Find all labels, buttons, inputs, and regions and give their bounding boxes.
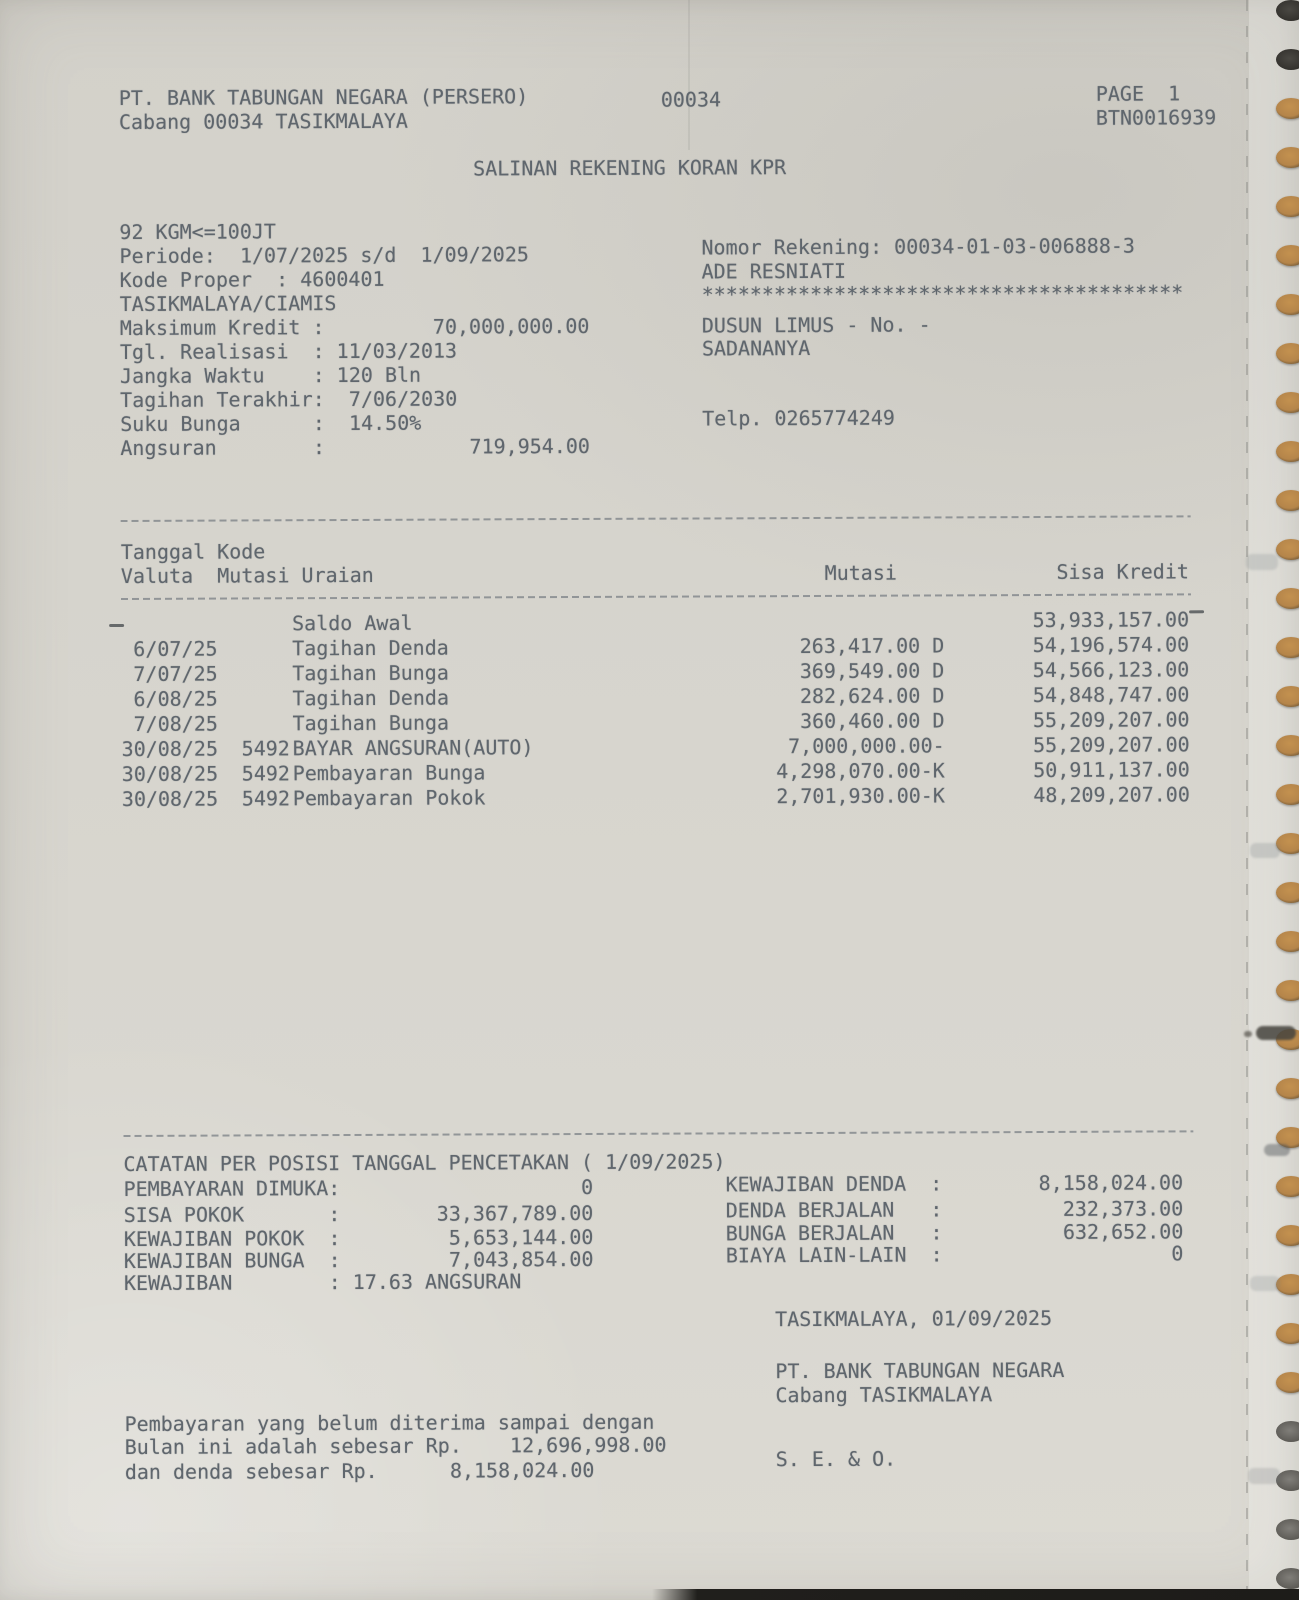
row-date: 6/07/25 <box>121 636 218 661</box>
tractor-feed-hole <box>1276 49 1299 70</box>
document-title: SALINAN REKENING KORAN KPR <box>473 155 787 181</box>
account-holder-line: Nomor Rekening: 00034-01-03-006888-3 <box>701 233 1135 260</box>
account-info-line: Tgl. Realisasi : 11/03/2013 <box>119 338 458 365</box>
tractor-feed-hole <box>1276 980 1299 1001</box>
row-uraian: Tagihan Denda <box>292 685 450 711</box>
row-mutasi: 4,298,070.00-K <box>776 758 945 784</box>
table-header-uraian: Valuta Mutasi Uraian <box>120 562 374 589</box>
account-info-line: Tagihan Terakhir: 7/06/2030 <box>120 386 458 413</box>
tractor-feed-hole <box>1276 1519 1299 1540</box>
tractor-feed-hole <box>1276 1323 1299 1344</box>
tractor-feed-hole <box>1276 1372 1299 1393</box>
catatan-line: SISA POKOK : 33,367,789.00 <box>123 1200 594 1227</box>
account-holder-line: Telp. 0265774249 <box>702 405 895 431</box>
ink-mark <box>1264 1144 1290 1156</box>
row-mutasi: 7,000,000.00- <box>788 733 945 759</box>
row-sisa-kredit: 48,209,207.00 <box>1033 782 1190 808</box>
tractor-feed-hole <box>1276 147 1299 168</box>
tractor-feed-hole <box>1276 637 1299 658</box>
pencil-smudge <box>1246 554 1278 570</box>
bank-name: PT. BANK TABUNGAN NEGARA (PERSERO) <box>118 84 529 111</box>
pen-mark-underscore <box>1189 610 1204 613</box>
account-info-line: Suku Bunga : 14.50% <box>120 410 422 437</box>
row-date: 30/08/25 <box>121 736 219 761</box>
footer-note-line: Pembayaran yang belum diterima sampai dengan <box>124 1409 655 1436</box>
tractor-feed-hole <box>1276 1568 1299 1589</box>
tractor-feed-hole <box>1276 1225 1299 1246</box>
account-info-line: Kode Proper : 4600401 <box>119 266 385 293</box>
row-sisa-kredit: 54,848,747.00 <box>1032 682 1190 708</box>
row-uraian: Saldo Awal <box>292 610 413 636</box>
tractor-feed-hole <box>1276 441 1299 462</box>
table-row <box>1 782 1299 813</box>
branch-code: 00034 <box>660 87 722 112</box>
row-uraian: Tagihan Bunga <box>292 710 450 736</box>
account-info-line: 92 KGM<=100JT <box>119 219 276 245</box>
tractor-feed-hole <box>1276 784 1299 805</box>
tractor-feed-hole <box>1276 196 1299 217</box>
row-uraian: Pembayaran Pokok <box>292 785 486 811</box>
catatan-line: DENDA BERJALAN : 232,373.00 <box>725 1196 1184 1223</box>
separator-line <box>121 515 1191 522</box>
account-holder-line: SADANANYA <box>701 335 811 361</box>
tractor-feed-hole <box>1276 539 1299 560</box>
account-info-line: Jangka Waktu : 120 Bln <box>119 362 422 389</box>
account-info-line: Angsuran : 719,954.00 <box>120 433 590 461</box>
tractor-feed-hole <box>1276 931 1299 952</box>
tractor-feed-hole <box>1276 1078 1299 1099</box>
document-code: BTN0016939 <box>1095 105 1217 130</box>
tractor-feed-hole <box>1276 490 1299 511</box>
row-mutasi: 2,701,930.00-K <box>776 783 945 809</box>
row-date: 7/07/25 <box>121 661 218 686</box>
tractor-feed-hole <box>1276 392 1299 413</box>
row-uraian: BAYAR ANGSURAN(AUTO) <box>292 735 534 761</box>
pencil-smudge <box>1248 1468 1280 1484</box>
tractor-feed-hole <box>1276 98 1299 119</box>
catatan-line: KEWAJIBAN DENDA : 8,158,024.00 <box>725 1170 1184 1197</box>
footer-note-line: Bulan ini adalah sebesar Rp. 12,696,998.00 <box>124 1432 667 1459</box>
footer-branch: Cabang TASIKMALAYA <box>775 1382 993 1408</box>
row-kode: 5492 <box>241 736 290 761</box>
tractor-feed-hole <box>1276 294 1299 315</box>
row-sisa-kredit: 55,209,207.00 <box>1033 732 1190 758</box>
tractor-feed-hole <box>1276 1176 1299 1197</box>
row-date: 7/08/25 <box>121 711 218 736</box>
account-info-line: TASIKMALAYA/CIAMIS <box>119 291 337 317</box>
account-holder-line: **************************************** <box>701 280 1184 307</box>
pen-mark-dash <box>109 624 124 627</box>
pencil-smudge <box>1250 843 1280 858</box>
row-sisa-kredit: 50,911,137.00 <box>1033 757 1190 783</box>
ink-mark <box>1244 1031 1252 1037</box>
footer-note-line: dan denda sebesar Rp. 8,158,024.00 <box>124 1457 595 1484</box>
tractor-feed-hole <box>1276 735 1299 756</box>
row-date: 6/08/25 <box>121 686 218 711</box>
row-kode: 5492 <box>241 761 290 786</box>
account-info-line: Maksimum Kredit : 70,000,000.00 <box>119 313 590 341</box>
tractor-feed-hole <box>1276 0 1299 21</box>
row-sisa-kredit: 53,933,157.00 <box>1032 607 1190 633</box>
row-date: 30/08/25 <box>121 761 219 786</box>
catatan-line: BIAYA LAIN-LAIN : 0 <box>725 1241 1184 1268</box>
row-sisa-kredit: 55,209,207.00 <box>1032 707 1190 733</box>
perforation-line <box>1246 0 1248 1600</box>
pencil-smudge <box>1250 1276 1280 1291</box>
table-header-mutasi: Mutasi <box>824 560 897 585</box>
row-uraian: Pembayaran Bunga <box>292 760 486 786</box>
row-date: 30/08/25 <box>121 786 219 811</box>
page-number: PAGE 1 <box>1095 81 1181 106</box>
catatan-line: KEWAJIBAN BUNGA : 7,043,854.00 <box>123 1246 594 1273</box>
catatan-line: PEMBAYARAN DIMUKA: 0 <box>123 1174 594 1201</box>
table-header-sisa-kredit: Sisa Kredit <box>1056 559 1189 584</box>
separator-line <box>121 593 1191 600</box>
footer-city-date: TASIKMALAYA, 01/09/2025 <box>775 1305 1053 1332</box>
row-uraian: Tagihan Bunga <box>292 660 449 686</box>
row-mutasi: 369,549.00 D <box>799 658 945 684</box>
row-mutasi: 263,417.00 D <box>799 633 945 659</box>
footer-seo: S. E. & O. <box>775 1446 897 1472</box>
branch-line: Cabang 00034 TASIKMALAYA <box>118 108 408 135</box>
account-info-line: Periode: 1/07/2025 s/d 1/09/2025 <box>119 242 529 269</box>
tractor-feed-hole <box>1276 1421 1299 1442</box>
tractor-feed-hole <box>1276 686 1299 707</box>
account-holder-line: ADE RESNIATI <box>701 258 847 284</box>
tractor-feed-hole <box>1276 588 1299 609</box>
catatan-line: KEWAJIBAN POKOK : 5,653,144.00 <box>123 1224 594 1251</box>
row-kode: 5492 <box>241 786 291 811</box>
row-mutasi: 282,624.00 D <box>799 683 945 709</box>
catatan-line: KEWAJIBAN : 17.63 ANGSURAN <box>123 1269 522 1295</box>
catatan-title: CATATAN PER POSISI TANGGAL PENCETAKAN ( 1/09/2025) <box>123 1149 726 1176</box>
ink-mark <box>1256 1026 1296 1040</box>
row-mutasi: 360,460.00 D <box>799 708 945 734</box>
row-sisa-kredit: 54,196,574.00 <box>1032 632 1190 658</box>
row-uraian: Tagihan Denda <box>292 635 449 661</box>
row-sisa-kredit: 54,566,123.00 <box>1032 657 1190 683</box>
catatan-line: BUNGA BERJALAN : 632,652.00 <box>725 1219 1184 1246</box>
table-header-line1: Tanggal Kode <box>120 539 266 565</box>
tractor-feed-hole <box>1276 343 1299 364</box>
footer-bank-name: PT. BANK TABUNGAN NEGARA <box>775 1357 1065 1384</box>
tractor-feed-hole <box>1276 882 1299 903</box>
separator-line <box>123 1130 1193 1137</box>
account-holder-line: DUSUN LIMUS - No. - <box>701 312 931 338</box>
tractor-feed-hole <box>1276 245 1299 266</box>
scan-edge-shadow <box>652 1589 1299 1600</box>
